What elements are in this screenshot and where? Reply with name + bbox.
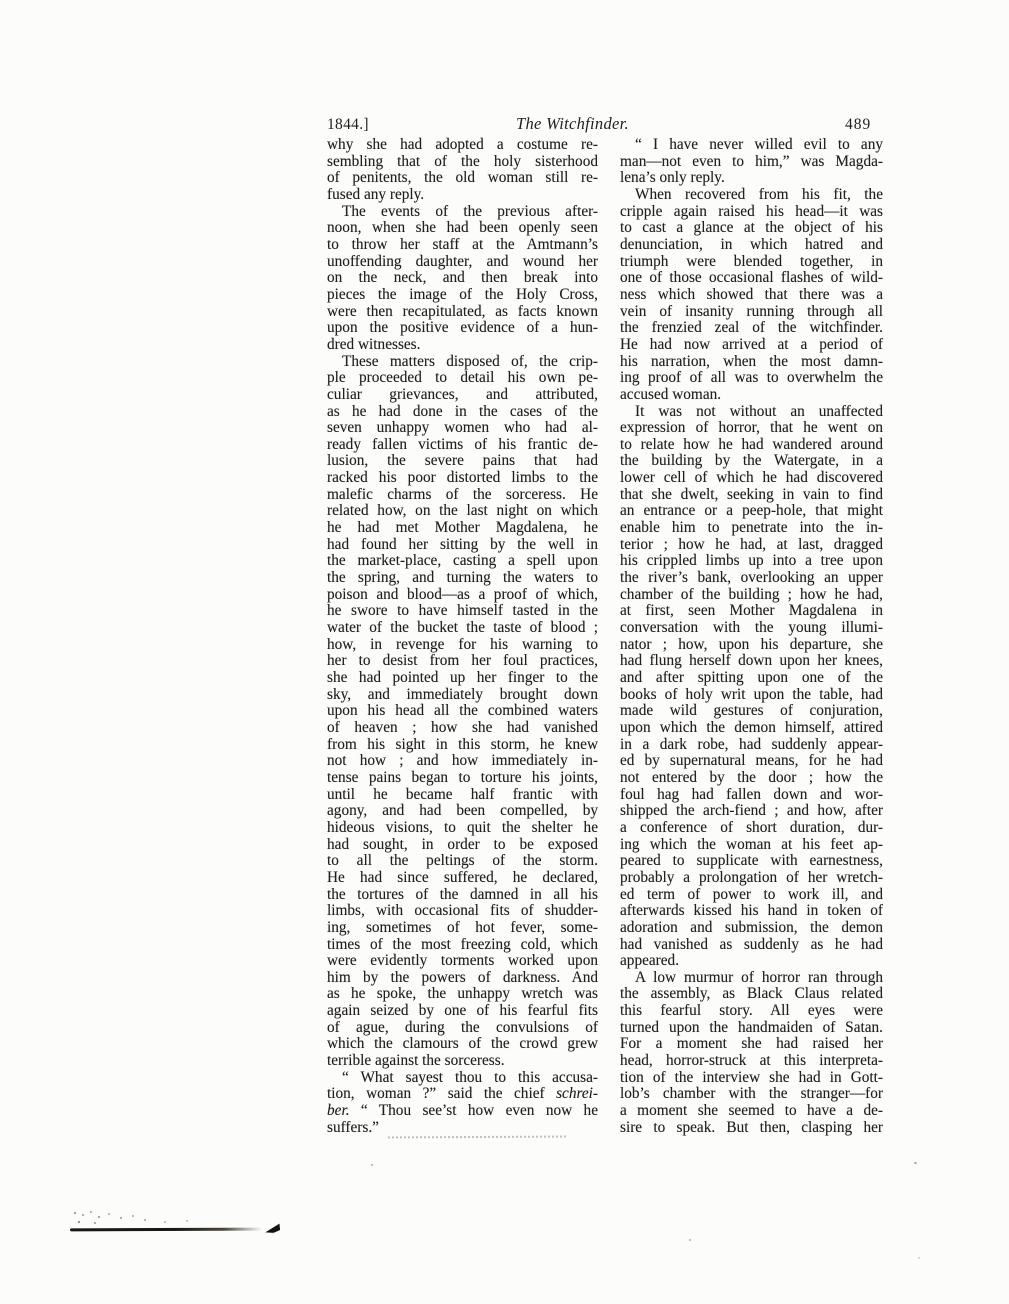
text-line: which the clamours of the crowd grew bbox=[327, 1035, 598, 1053]
text-line: ple proceeded to detail his own pe- bbox=[327, 369, 598, 387]
text-line: sky, and immediately brought down bbox=[327, 685, 598, 703]
text-line: made wild gestures of conjuration, bbox=[620, 702, 883, 720]
scan-speckles bbox=[74, 1212, 76, 1214]
text-line: that she dwelt, seeking in vain to find bbox=[620, 485, 883, 503]
text-line: The events of the previous after- bbox=[342, 202, 598, 220]
text-line: terior ; how he had, at last, dragged bbox=[620, 535, 883, 553]
text-line: in a dark robe, had suddenly appear- bbox=[620, 735, 883, 753]
text-line: conversation with the young illumi- bbox=[620, 619, 883, 637]
text-line: had found her sitting by the well in bbox=[327, 535, 598, 553]
text-columns bbox=[327, 137, 883, 1136]
text-line: peared to supplicate with earnestness, bbox=[620, 852, 883, 870]
text-line: culiar grievances, and attributed, bbox=[327, 385, 598, 403]
text-line: not entered by the door ; how the bbox=[620, 768, 883, 786]
text-line: the building by the Watergate, in a bbox=[620, 452, 883, 470]
text-line: lower cell of which he had discovered bbox=[620, 469, 883, 487]
text-line: lusion, the severe pains that had bbox=[327, 452, 598, 470]
text-line: poison and blood—as a proof of which, bbox=[327, 585, 598, 603]
text-line: a moment she seemed to have a de- bbox=[620, 1102, 883, 1120]
text-line: water of the bucket the taste of blood ; bbox=[327, 619, 598, 637]
text-line: to relate how he had wandered around bbox=[620, 435, 883, 453]
scan-dot-trail bbox=[388, 1133, 566, 1139]
text-line: the market-place, casting a spell upon bbox=[327, 552, 598, 570]
text-line: he had met Mother Magdalena, he bbox=[327, 519, 598, 537]
text-line: vein of insanity running through all bbox=[620, 302, 883, 320]
text-line: lob’s chamber with the stranger—for bbox=[620, 1085, 883, 1103]
text-line: and after spitting upon one of the bbox=[620, 669, 883, 686]
scan-smudge-line bbox=[70, 1228, 262, 1232]
text-line: how, in revenge for his warning to bbox=[327, 635, 598, 653]
text-line: the river’s bank, overlooking an upper bbox=[620, 569, 883, 587]
text-line: as he had done in the cases of the bbox=[327, 402, 598, 420]
text-line: ing proof of all was to overwhelm the bbox=[620, 369, 883, 387]
text-line: adoration and submission, the demon bbox=[620, 918, 883, 936]
text-line: “ I have never willed evil to any bbox=[635, 136, 883, 153]
text-line: upon which the demon himself, attired bbox=[620, 718, 883, 736]
text-line: ness which showed that there was a bbox=[620, 285, 883, 303]
text-line: expression of horror, that he went on bbox=[620, 419, 883, 437]
text-line: enable him to penetrate into the in- bbox=[620, 519, 883, 537]
text-line: shipped the arch-fiend ; and how, after bbox=[620, 802, 883, 820]
text-line: not how ; and how immediately in- bbox=[327, 752, 598, 770]
text-line: triumph were blended together, in bbox=[620, 252, 883, 270]
text-line: him by the powers of darkness. And bbox=[327, 968, 598, 986]
text-line: denunciation, in which hatred and bbox=[620, 235, 883, 253]
text-line: why she had adopted a costume re- bbox=[327, 136, 598, 153]
text-line: from his sight in this storm, he knew bbox=[327, 735, 598, 753]
text-line: ing which the woman at his feet ap- bbox=[620, 835, 883, 853]
text-line: had flung herself down upon her knees, bbox=[620, 652, 883, 670]
text-line: He had since suffered, he declared, bbox=[327, 868, 598, 886]
page-number: 489 bbox=[845, 116, 872, 133]
text-line: to cast a glance at the object of his bbox=[620, 219, 883, 237]
text-line: to all the peltings of the storm. bbox=[327, 852, 598, 870]
scan-speck bbox=[371, 1164, 373, 1166]
text-line: at first, seen Mother Magdalena in bbox=[620, 602, 883, 620]
text-line: racked his poor distorted limbs to the bbox=[327, 469, 598, 487]
text-line: terrible against the sorceress. bbox=[327, 1052, 505, 1070]
text-line: accused woman. bbox=[620, 385, 722, 403]
text-line: upon his head all the combined waters bbox=[327, 702, 598, 720]
text-line: as he spoke, the unhappy wretch was bbox=[327, 985, 598, 1003]
text-line: times of the most freezing cold, which bbox=[327, 935, 598, 953]
text-line: the frenzied zeal of the witchfinder. bbox=[620, 319, 883, 337]
text-line: A low murmur of horror ran through bbox=[635, 968, 883, 986]
header-date: 1844.] bbox=[327, 116, 369, 133]
text-line: he swore to have himself tasted in the bbox=[327, 602, 598, 620]
scan-speck bbox=[918, 1257, 920, 1259]
text-line: hideous visions, to quit the shelter he bbox=[327, 818, 598, 836]
text-line: until he became half frantic with bbox=[327, 785, 598, 803]
text-line: noon, when she had been openly seen bbox=[327, 219, 598, 237]
column-2 bbox=[620, 137, 883, 1136]
page-title: The Witchfinder. bbox=[516, 114, 629, 133]
text-line: the tortures of the damned in all his bbox=[327, 885, 598, 903]
text-line: foul hag had fallen down and wor- bbox=[620, 785, 883, 803]
text-line: ing, sometimes of hot fever, some- bbox=[327, 918, 598, 936]
text-line: the spring, and turning the waters to bbox=[327, 569, 598, 587]
scan-ink-mark bbox=[265, 1223, 281, 1233]
scan-speck bbox=[914, 1162, 917, 1164]
text-line: turned upon the handmaiden of Satan. bbox=[620, 1018, 883, 1036]
text-line: unoffending daughter, and wound her bbox=[327, 252, 598, 270]
text-line: of heaven ; how she had vanished bbox=[327, 718, 598, 736]
text-line: of penitents, the old woman still re- bbox=[327, 169, 598, 187]
text-line: the assembly, as Black Claus related bbox=[620, 985, 883, 1003]
text-line: appeared. bbox=[620, 952, 680, 970]
text-line: ber. “ Thou see’st how even now he bbox=[327, 1102, 598, 1120]
text-line: chamber of the building ; how he had, bbox=[620, 585, 883, 603]
text-line: head, horror-struck at this interpreta- bbox=[620, 1052, 883, 1070]
text-line: lena’s only reply. bbox=[620, 169, 725, 187]
text-line: ed term of power to work ill, and bbox=[620, 885, 883, 903]
text-line: again seized by one of his fearful fits bbox=[327, 1002, 598, 1020]
text-line: upon the positive evidence of a hun- bbox=[327, 319, 598, 337]
text-line: man—not even to him,” was Magda- bbox=[620, 152, 883, 170]
text-line: had sought, in order to be exposed bbox=[327, 835, 598, 853]
text-line: tion of the interview she had in Gott- bbox=[620, 1068, 883, 1086]
text-line: agony, and had been compelled, by bbox=[327, 802, 598, 820]
text-line: were evidently torments worked upon bbox=[327, 952, 598, 970]
text-line: cripple again raised his head—it was bbox=[620, 202, 883, 220]
text-line: These matters disposed of, the crip- bbox=[342, 352, 598, 370]
text-line: his narration, when the most damn- bbox=[620, 352, 883, 370]
text-line: had vanished as suddenly as he had bbox=[620, 935, 883, 953]
text-line: tion, woman ?” said the chief schrei- bbox=[327, 1085, 598, 1103]
text-line: sire to speak. But then, clasping her bbox=[620, 1118, 883, 1136]
text-line: pieces the image of the Holy Cross, bbox=[327, 285, 598, 303]
text-line: an entrance or a peep-hole, that might bbox=[620, 502, 883, 520]
text-line: related how, on the last night on which bbox=[327, 502, 598, 520]
text-line: “ What sayest thou to this accusa- bbox=[342, 1068, 598, 1086]
text-line: were then recapitulated, as facts known bbox=[327, 302, 598, 320]
text-line: on the neck, and then break into bbox=[327, 269, 598, 287]
text-line: probably a prolongation of her wretch- bbox=[620, 868, 883, 886]
text-line: a conference of short duration, dur- bbox=[620, 818, 883, 836]
text-line: When recovered from his fit, the bbox=[635, 185, 883, 203]
text-line: books of holy writ upon the table, had bbox=[620, 685, 883, 703]
text-line: seven unhappy women who had al- bbox=[327, 419, 598, 437]
text-line: dred witnesses. bbox=[327, 335, 421, 353]
text-line: ed by supernatural means, for he had bbox=[620, 752, 883, 770]
text-line: For a moment she had raised her bbox=[620, 1035, 883, 1053]
text-line: this fearful story. All eyes were bbox=[620, 1002, 883, 1020]
text-line: limbs, with occasional fits of shudder- bbox=[327, 902, 598, 920]
text-line: sembling that of the holy sisterhood bbox=[327, 152, 598, 170]
scan-speck bbox=[689, 1239, 691, 1241]
text-line: suffers.” bbox=[327, 1118, 379, 1136]
text-line: afterwards kissed his hand in token of bbox=[620, 902, 883, 920]
text-line: It was not without an unaffected bbox=[635, 402, 883, 420]
text-line: one of those occasional flashes of wild- bbox=[620, 269, 883, 287]
text-line: He had now arrived at a period of bbox=[620, 335, 883, 353]
text-line: fused any reply. bbox=[327, 185, 425, 203]
text-line: of ague, during the convulsions of bbox=[327, 1018, 598, 1036]
text-line: tense pains began to torture his joints, bbox=[327, 768, 598, 786]
text-line: his crippled limbs up into a tree upon bbox=[620, 552, 883, 570]
text-line: she had pointed up her finger to the bbox=[327, 669, 598, 686]
text-line: her to desist from her foul practices, bbox=[327, 652, 598, 670]
text-line: nator ; how, upon his departure, she bbox=[620, 635, 883, 653]
text-line: to throw her staff at the Amtmann’s bbox=[327, 235, 598, 253]
text-line: malefic charms of the sorceress. He bbox=[327, 485, 598, 503]
text-line: ready fallen victims of his frantic de- bbox=[327, 435, 598, 453]
column-1 bbox=[327, 137, 598, 1136]
